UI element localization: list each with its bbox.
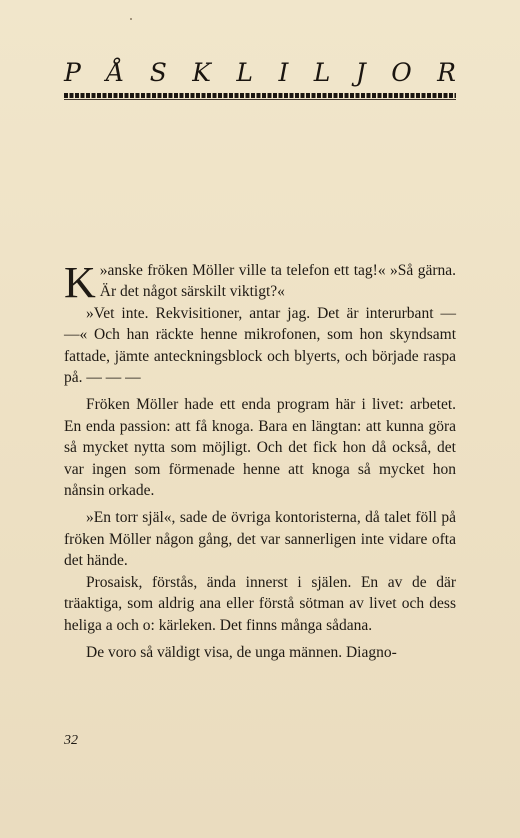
ornamental-rule xyxy=(64,93,456,98)
paragraph: De voro så väldigt visa, de unga männen. Diagno- xyxy=(86,643,397,661)
title-letter: I xyxy=(278,58,289,87)
paragraph: Prosaisk, förstås, ända innerst i själen. En av de där träaktiga, som aldrig ana eller förstå sötman av livet och dess heliga a och o: kärleken. Det finns många sådana. xyxy=(64,573,456,634)
paragraph-text: »anske fröken Möller ville ta telefon ett tag!« »Så gärna. Är det något särskilt viktigt?« xyxy=(99,262,456,301)
title-letter: L xyxy=(236,58,254,87)
title-letter: J xyxy=(355,58,366,87)
rule-underline xyxy=(64,99,456,100)
title-letter: Å xyxy=(106,58,125,87)
paragraph: »Vet inte. Rekvisitioner, antar jag. Det är interurbant — —« Och han räckte henne mikrofonen, som hon skyndsamt fattade, jämte anteckningsblock och blyerts, och började raspa på. — — — xyxy=(64,304,456,387)
body-text xyxy=(64,260,456,663)
page-number: 32 xyxy=(64,733,78,748)
title-letter: S xyxy=(149,58,167,87)
paper-speck xyxy=(130,18,132,20)
title-letter: K xyxy=(192,58,211,87)
paragraph xyxy=(64,258,456,307)
running-title xyxy=(64,58,456,87)
title-letter: L xyxy=(313,58,331,87)
paragraph: Fröken Möller hade ett enda program här i livet: arbetet. En enda passion: att få knoga. Bara en längtan: att kunna göra så mycket nytta som möjligt. Och det fick hon då också, det var ingen som förmenade henne att knoga så mycket hon nånsin orkade. xyxy=(64,396,456,500)
title-letter: P xyxy=(64,58,81,87)
drop-cap: K xyxy=(64,258,96,307)
title-letter: O xyxy=(391,58,412,87)
paragraph: »En torr själ«, sade de övriga kontoristerna, då talet föll på fröken Möller någon gång, det var sannerligen inte vidare ofta det hände. xyxy=(64,509,456,570)
title-letter: R xyxy=(437,58,456,87)
